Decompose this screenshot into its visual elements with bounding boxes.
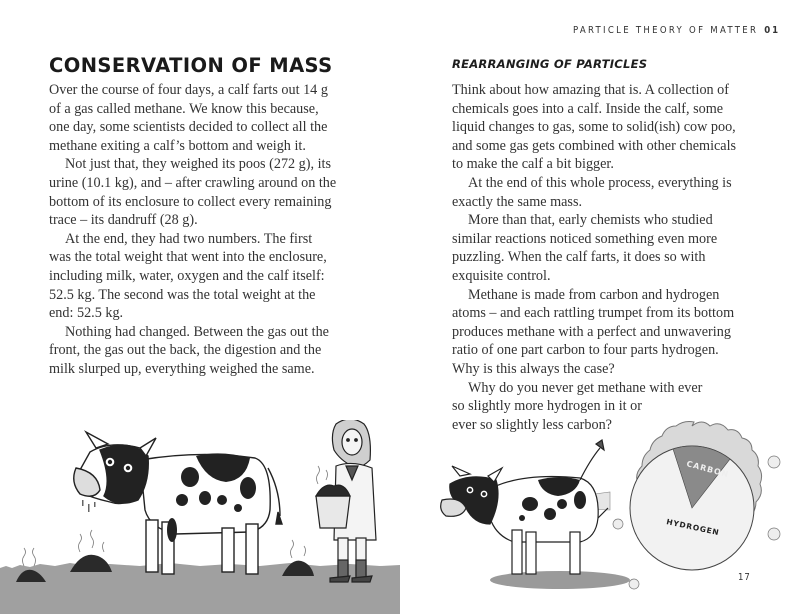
- page-number: 17: [738, 572, 751, 583]
- text-line: Not just that, they weighed its poos (272 g), its: [65, 156, 331, 173]
- paragraph: [452, 174, 752, 211]
- text-line: and some gas gets combined with other chemicals: [452, 137, 737, 154]
- text-line: Why is this always the case?: [452, 360, 615, 377]
- text-line: More than that, early chemists who studied: [468, 212, 713, 229]
- text-line: At the end of this whole process, everything is: [468, 174, 732, 191]
- section-subtitle: REARRANGING OF PARTICLES: [452, 57, 648, 71]
- text-line: so slightly more hydrogen in it or: [452, 398, 642, 415]
- text-line: of a gas called methane. We know this because,: [49, 100, 319, 117]
- pie-label-carbon: CARBON: [685, 459, 731, 480]
- text-line: Why do you never get methane with ever: [468, 379, 703, 396]
- paragraph: [49, 323, 345, 379]
- calf-scientist-illustration: [0, 420, 400, 614]
- right-page: [400, 0, 800, 614]
- right-body-text: [452, 81, 752, 434]
- pie-label-hydrogen: HYDROGEN: [665, 517, 721, 538]
- text-line: methane exiting a calf’s bottom and weigh it.: [49, 137, 306, 154]
- paragraph: [452, 286, 752, 379]
- text-line: ever so slightly less carbon?: [452, 416, 612, 433]
- scientist-icon: [316, 420, 376, 582]
- left-body-text: [49, 81, 345, 379]
- text-line: Nothing had changed. Between the gas out the: [65, 323, 329, 340]
- text-line: was the total weight that went into the enclosure,: [49, 249, 327, 266]
- drool-drops: [82, 500, 96, 512]
- text-line: front, the gas out the back, the digestion and the: [49, 342, 322, 359]
- running-head: [573, 25, 780, 36]
- text-line: Over the course of four days, a calf farts out 14 g: [49, 82, 328, 98]
- text-line: liquid changes to gas, some to solid(ish) cow poo,: [452, 119, 736, 136]
- text-line: exactly the same mass.: [452, 193, 583, 210]
- section-title: CONSERVATION OF MASS: [49, 54, 333, 77]
- text-line: puzzling. When the calf farts, it does so with: [452, 249, 706, 266]
- text-line: At the end, they had two numbers. The first: [65, 230, 313, 247]
- text-line: chemicals goes into a calf. Inside the calf, some: [452, 100, 724, 117]
- paragraph: [49, 155, 345, 229]
- running-head-title: PARTICLE THEORY OF MATTER: [573, 25, 759, 36]
- text-line: atoms – and each rattling trumpet from its bottom: [452, 305, 735, 322]
- text-line: exquisite control.: [452, 267, 551, 284]
- text-line: produces methane with a perfect and unwavering: [452, 323, 731, 340]
- text-line: bottom of its enclosure to collect every remaining: [49, 193, 332, 210]
- paragraph: [452, 81, 752, 174]
- text-line: similar reactions noticed something even more: [452, 230, 718, 247]
- text-line: Methane is made from carbon and hydrogen: [468, 286, 720, 303]
- paragraph: [49, 230, 345, 323]
- methane-cloud: [613, 422, 780, 590]
- text-line: trace – its dandruff (28 g).: [49, 212, 198, 229]
- grass-patch: [490, 571, 630, 589]
- text-line: to make the calf a bit bigger.: [452, 156, 614, 173]
- text-line: end: 52.5 kg.: [49, 305, 124, 322]
- text-line: one day, some scientists decided to collect all the: [49, 119, 328, 136]
- steam-icon: [317, 466, 328, 484]
- paragraph: [49, 81, 345, 155]
- text-line: including milk, water, oxygen and the calf itself:: [49, 267, 325, 284]
- text-line: ratio of one part carbon to four parts hydrogen.: [452, 342, 719, 359]
- text-line: urine (10.1 kg), and – after crawling around on the: [49, 174, 337, 191]
- chapter-number: 01: [764, 25, 781, 36]
- text-line: 52.5 kg. The second was the total weight at the: [49, 286, 316, 303]
- paragraph: [452, 211, 752, 285]
- text-line: milk slurped up, everything weighed the same.: [49, 360, 315, 377]
- pie-chart: [630, 446, 754, 570]
- text-line: Think about how amazing that is. A collection of: [452, 82, 729, 98]
